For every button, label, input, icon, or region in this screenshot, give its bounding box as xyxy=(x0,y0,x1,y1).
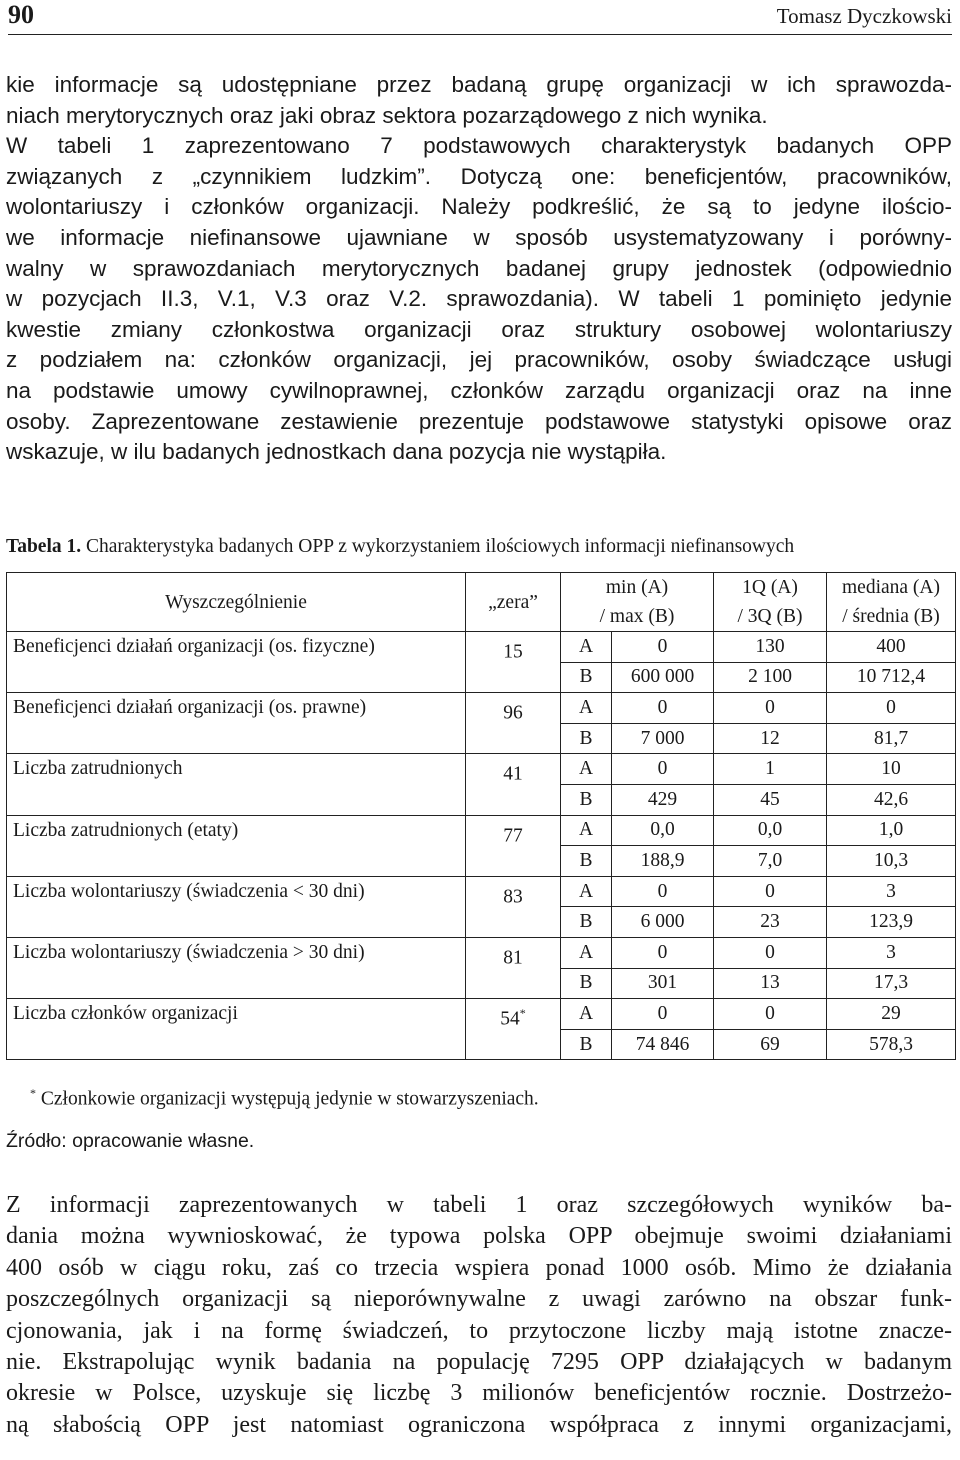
text-line: 400 osób w ciągu roku, zaś co trzecia wspiera ponad 1000 osób. Mimo że działania xyxy=(6,1254,952,1281)
table-row xyxy=(7,632,956,663)
page-number: 90 xyxy=(8,0,34,29)
text-line: nie. Ekstrapolując wynik badania na populację 7295 OPP działających w badanym xyxy=(6,1349,952,1376)
header-min-max xyxy=(561,573,714,632)
header-max: / max (B) xyxy=(599,606,675,627)
value-q1: 1 xyxy=(714,754,827,785)
row-zera xyxy=(466,999,561,1060)
table-row xyxy=(7,815,956,846)
value-median: 0 xyxy=(827,693,956,724)
value-median: 29 xyxy=(827,999,956,1030)
zera-value: 54 xyxy=(500,1008,520,1030)
header-item: Wyszczególnienie xyxy=(7,573,466,632)
text-line: osoby. Zaprezentowane zestawienie prezentuje podstawowe statystyki opisowe oraz xyxy=(6,408,952,434)
value-q1: 0 xyxy=(714,693,827,724)
value-min: 0 xyxy=(612,754,714,785)
value-q3: 2 100 xyxy=(714,662,827,693)
row-type: A xyxy=(561,632,612,663)
table-row xyxy=(7,754,956,785)
table-row xyxy=(7,876,956,907)
row-label: Liczba wolontariuszy (świadczenia < 30 dni) xyxy=(7,876,466,937)
value-min: 0 xyxy=(612,876,714,907)
text-line: we informacje niefinansowe ujawniane w sposób usystematyzowany i porówny- xyxy=(6,224,952,250)
header-mean: / średnia (B) xyxy=(842,606,940,627)
text-line: Z informacji zaprezentowanych w tabeli 1 oraz szczegółowych wyników ba- xyxy=(6,1192,952,1218)
row-label: Liczba zatrudnionych (etaty) xyxy=(7,815,466,876)
row-zera xyxy=(466,632,561,693)
table-row xyxy=(7,999,956,1030)
value-max: 600 000 xyxy=(612,662,714,693)
header-q3: / 3Q (B) xyxy=(737,606,803,627)
text-line: wolontariuszy i członków organizacji. Należy podkreślić, że są to jedyne ilościo- xyxy=(6,194,952,220)
value-q1: 0 xyxy=(714,937,827,968)
value-q3: 13 xyxy=(714,968,827,999)
zera-value: 41 xyxy=(503,763,523,785)
value-max: 429 xyxy=(612,784,714,815)
row-type: B xyxy=(561,968,612,999)
table-footnote xyxy=(30,1086,539,1111)
header-median-mean xyxy=(827,573,956,632)
running-head-author: Tomasz Dyczkowski xyxy=(776,4,952,28)
row-zera xyxy=(466,693,561,754)
value-mean: 578,3 xyxy=(827,1029,956,1060)
row-label: Liczba członków organizacji xyxy=(7,999,466,1060)
row-type: A xyxy=(561,815,612,846)
value-median: 400 xyxy=(827,632,956,663)
value-min: 0,0 xyxy=(612,815,714,846)
footnote-text: Członkowie organizacji występują jedynie w stowarzyszeniach. xyxy=(40,1088,539,1110)
row-label: Beneficjenci działań organizacji (os. prawne) xyxy=(7,693,466,754)
value-min: 0 xyxy=(612,999,714,1030)
row-type: A xyxy=(561,754,612,785)
table-source: Źródło: opracowanie własne. xyxy=(6,1130,255,1152)
value-q3: 23 xyxy=(714,907,827,938)
row-zera xyxy=(466,876,561,937)
row-label: Beneficjenci działań organizacji (os. fizyczne) xyxy=(7,632,466,693)
zera-value: 96 xyxy=(503,702,523,724)
row-type: A xyxy=(561,876,612,907)
value-q1: 0 xyxy=(714,876,827,907)
text-line: niach merytorycznych oraz jaki obraz sektora pozarządowego z nich wynika. xyxy=(6,102,768,128)
value-q3: 12 xyxy=(714,723,827,754)
value-max: 6 000 xyxy=(612,907,714,938)
header-q1: 1Q (A) xyxy=(742,577,798,598)
zera-sup: * xyxy=(519,1006,526,1021)
body-paragraph-1 xyxy=(6,70,952,468)
value-max: 188,9 xyxy=(612,846,714,877)
value-min: 0 xyxy=(612,632,714,663)
row-type: B xyxy=(561,723,612,754)
table-caption-label: Tabela 1. xyxy=(6,536,82,557)
header-zera: „zera” xyxy=(466,573,561,632)
data-table xyxy=(6,572,956,1060)
table-row xyxy=(7,937,956,968)
text-line: ną słabością OPP jest natomiast ograniczona współpraca z innymi organizacjami, xyxy=(6,1411,952,1438)
text-line: W tabeli 1 zaprezentowano 7 podstawowych charakterystyk badanych OPP xyxy=(6,133,952,159)
text-line: wskazuje, w ilu badanych jednostkach dana pozycja nie wystąpiła. xyxy=(6,439,667,465)
zera-value: 81 xyxy=(503,947,523,969)
value-min: 0 xyxy=(612,693,714,724)
page-header xyxy=(8,0,952,35)
header-min: min (A) xyxy=(605,577,669,598)
row-type: B xyxy=(561,662,612,693)
table-header-row xyxy=(7,573,956,632)
text-line: na podstawie umowy cywilnoprawnej, członków zarządu organizacji oraz na inne xyxy=(6,377,952,403)
value-mean: 17,3 xyxy=(827,968,956,999)
value-median: 10 xyxy=(827,754,956,785)
value-min: 0 xyxy=(612,937,714,968)
text-line: kie informacje są udostępniane przez badaną grupę organizacji w ich sprawozda- xyxy=(6,72,952,97)
value-max: 7 000 xyxy=(612,723,714,754)
value-q1: 0,0 xyxy=(714,815,827,846)
table-row xyxy=(7,693,956,724)
value-q1: 130 xyxy=(714,632,827,663)
value-q1: 0 xyxy=(714,999,827,1030)
value-max: 301 xyxy=(612,968,714,999)
text-line: cjonowania, jak i na formę świadczeń, to przytoczone liczby mają istotne znacze- xyxy=(6,1317,952,1344)
header-quartiles xyxy=(714,573,827,632)
text-line: w pozycjach II.3, V.1, V.3 oraz V.2. sprawozdania). W tabeli 1 pominięto jedynie xyxy=(6,286,952,312)
zera-value: 83 xyxy=(503,886,523,908)
value-median: 1,0 xyxy=(827,815,956,846)
row-type: A xyxy=(561,693,612,724)
table-caption-text: Charakterystyka badanych OPP z wykorzystaniem ilościowych informacji niefinansowych xyxy=(86,536,795,557)
text-line: walny w sprawozdaniach merytorycznych badanej grupy jednostek (odpowiednio xyxy=(6,255,952,281)
value-median: 3 xyxy=(827,876,956,907)
value-max: 74 846 xyxy=(612,1029,714,1060)
row-label: Liczba wolontariuszy (świadczenia > 30 dni) xyxy=(7,937,466,998)
value-median: 3 xyxy=(827,937,956,968)
row-zera xyxy=(466,754,561,815)
value-mean: 10 712,4 xyxy=(827,662,956,693)
row-zera xyxy=(466,937,561,998)
table-caption xyxy=(6,536,794,558)
value-q3: 7,0 xyxy=(714,846,827,877)
text-line: kwestie zmiany członkostwa organizacji oraz struktury osobowej wolontariuszy xyxy=(6,316,952,342)
value-mean: 42,6 xyxy=(827,784,956,815)
row-zera xyxy=(466,815,561,876)
zera-value: 77 xyxy=(503,825,523,847)
value-q3: 69 xyxy=(714,1029,827,1060)
value-mean: 81,7 xyxy=(827,723,956,754)
value-mean: 10,3 xyxy=(827,846,956,877)
value-mean: 123,9 xyxy=(827,907,956,938)
footnote-marker: * xyxy=(30,1086,36,1100)
text-line: dania można wywnioskować, że typowa polska OPP obejmuje swoimi działaniami xyxy=(6,1223,952,1250)
header-median: mediana (A) xyxy=(842,577,940,598)
text-line: z podziałem na: członków organizacji, jej pracowników, osoby świadczące usługi xyxy=(6,347,952,373)
row-type: A xyxy=(561,937,612,968)
row-type: B xyxy=(561,784,612,815)
text-line: okresie w Polsce, uzyskuje się liczbę 3 milionów beneficjentów rocznie. Dostrzeżo- xyxy=(6,1380,952,1407)
text-line: związanych z „czynnikiem ludzkim”. Dotyczą one: beneficjentów, pracowników, xyxy=(6,163,952,189)
body-paragraph-2 xyxy=(6,1190,952,1441)
text-line: poszczególnych organizacji są nieporównywalne z uwagi zarówno na obszar funk- xyxy=(6,1286,952,1313)
row-type: B xyxy=(561,846,612,877)
value-q3: 45 xyxy=(714,784,827,815)
row-type: B xyxy=(561,1029,612,1060)
zera-value: 15 xyxy=(503,641,523,663)
row-type: B xyxy=(561,907,612,938)
row-label: Liczba zatrudnionych xyxy=(7,754,466,815)
row-type: A xyxy=(561,999,612,1030)
